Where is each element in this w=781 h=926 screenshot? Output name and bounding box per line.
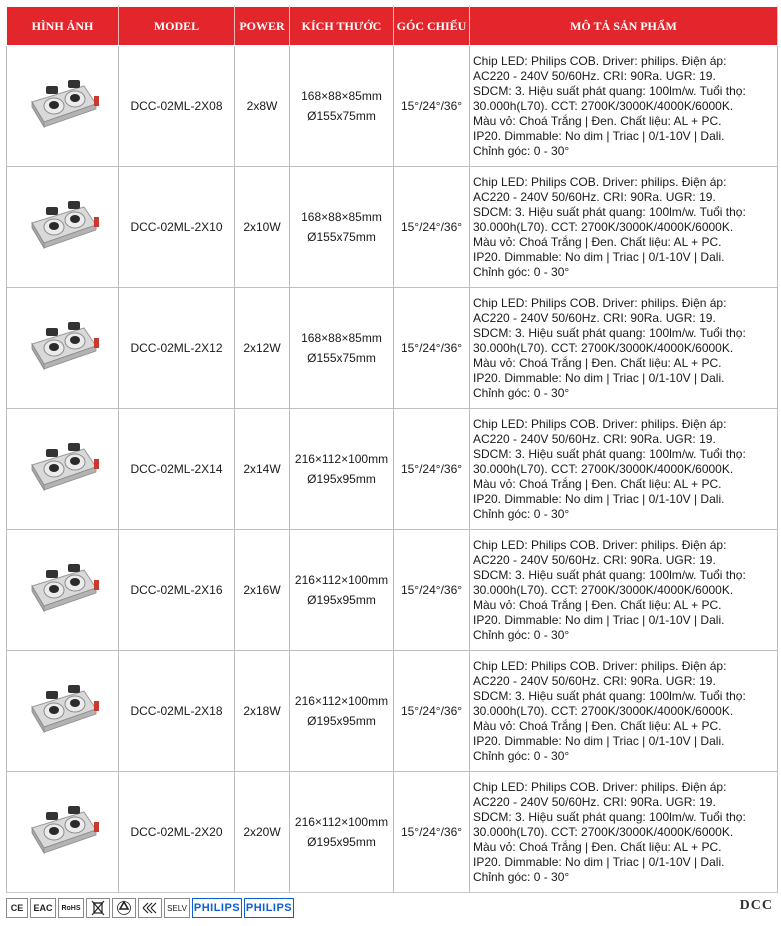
description-line: Chip LED: Philips COB. Driver: philips. Điện áp: xyxy=(473,779,727,794)
description-line: Chip LED: Philips COB. Driver: philips. Điện áp: xyxy=(473,174,727,189)
double-downlight-product-image xyxy=(24,201,102,253)
description-line: SDCM: 3. Hiệu suất phát quang: 100lm/w. Tuổi thọ: xyxy=(473,809,746,824)
model-cell: DCC-02ML-2X10 xyxy=(119,167,235,288)
table-row xyxy=(7,46,778,167)
size-rect: 168×88×85mm xyxy=(301,331,382,345)
description-cell xyxy=(470,651,778,772)
description-cell xyxy=(470,772,778,893)
header-description: MÔ TẢ SẢN PHẨM xyxy=(470,7,778,46)
size-rect: 168×88×85mm xyxy=(301,89,382,103)
beam-angle-cell: 15°/24°/36° xyxy=(394,167,470,288)
product-image-cell xyxy=(7,409,119,530)
description-line: IP20. Dimmable: No dim | Triac | 0/1-10V | Dali. xyxy=(473,249,725,264)
size-cutout: Ø195x95mm xyxy=(307,472,376,486)
header-power: POWER xyxy=(235,7,290,46)
table-row xyxy=(7,409,778,530)
model-cell: DCC-02ML-2X16 xyxy=(119,530,235,651)
beam-angle-cell: 15°/24°/36° xyxy=(394,651,470,772)
weee-bin-icon xyxy=(86,898,110,918)
description-line: 30.000h(L70). CCT: 2700K/3000K/4000K/6000K. xyxy=(473,824,734,839)
description-line: SDCM: 3. Hiệu suất phát quang: 100lm/w. Tuổi thọ: xyxy=(473,325,746,340)
double-downlight-product-image xyxy=(24,806,102,858)
description-line: Chỉnh góc: 0 - 30° xyxy=(473,506,570,521)
description-cell xyxy=(470,167,778,288)
double-downlight-product-image xyxy=(24,322,102,374)
description-line: Màu vỏ: Choá Trắng | Đen. Chất liệu: AL + PC. xyxy=(473,597,722,612)
description-line: AC220 - 240V 50/60Hz. CRI: 90Ra. UGR: 19. xyxy=(473,310,716,325)
table-row xyxy=(7,288,778,409)
description-line: SDCM: 3. Hiệu suất phát quang: 100lm/w. Tuổi thọ: xyxy=(473,204,746,219)
size-cell xyxy=(290,288,394,409)
description-line: Chỉnh góc: 0 - 30° xyxy=(473,143,570,158)
header-image: HÌNH ẢNH xyxy=(7,7,119,46)
size-cutout: Ø195x95mm xyxy=(307,593,376,607)
size-cutout: Ø195x95mm xyxy=(307,714,376,728)
description-cell xyxy=(470,288,778,409)
product-image-cell xyxy=(7,167,119,288)
description-line: Màu vỏ: Choá Trắng | Đen. Chất liệu: AL + PC. xyxy=(473,839,722,854)
description-line: Chỉnh góc: 0 - 30° xyxy=(473,385,570,400)
description-line: Màu vỏ: Choá Trắng | Đen. Chất liệu: AL + PC. xyxy=(473,718,722,733)
size-cutout: Ø155x75mm xyxy=(307,109,376,123)
description-line: IP20. Dimmable: No dim | Triac | 0/1-10V | Dali. xyxy=(473,128,725,143)
product-image-cell xyxy=(7,651,119,772)
size-cell xyxy=(290,167,394,288)
size-cutout: Ø195x95mm xyxy=(307,835,376,849)
table-row xyxy=(7,167,778,288)
size-cell xyxy=(290,772,394,893)
philips-logo-1: PHILIPS xyxy=(192,898,242,918)
rohs-mark-icon: RoHS xyxy=(58,898,84,918)
description-line: 30.000h(L70). CCT: 2700K/3000K/4000K/6000K. xyxy=(473,219,734,234)
size-cell xyxy=(290,530,394,651)
double-downlight-product-image xyxy=(24,564,102,616)
product-spec-table xyxy=(6,6,778,893)
beam-angle-cell: 15°/24°/36° xyxy=(394,46,470,167)
recycle-icon xyxy=(112,898,136,918)
size-cell xyxy=(290,46,394,167)
eac-mark-icon: EAC xyxy=(30,898,56,918)
model-cell: DCC-02ML-2X20 xyxy=(119,772,235,893)
size-rect: 216×112×100mm xyxy=(294,815,389,829)
certification-logos xyxy=(6,898,294,920)
enec-mark-icon xyxy=(138,898,162,918)
header-angle: GÓC CHIẾU xyxy=(394,7,470,46)
description-line: AC220 - 240V 50/60Hz. CRI: 90Ra. UGR: 19. xyxy=(473,68,716,83)
model-cell: DCC-02ML-2X18 xyxy=(119,651,235,772)
power-cell: 2x12W xyxy=(235,288,290,409)
description-line: Màu vỏ: Choá Trắng | Đen. Chất liệu: AL + PC. xyxy=(473,355,722,370)
table-row xyxy=(7,772,778,893)
description-cell xyxy=(470,46,778,167)
size-rect: 216×112×100mm xyxy=(294,452,389,466)
description-line: SDCM: 3. Hiệu suất phát quang: 100lm/w. Tuổi thọ: xyxy=(473,446,746,461)
description-line: IP20. Dimmable: No dim | Triac | 0/1-10V | Dali. xyxy=(473,370,725,385)
description-line: 30.000h(L70). CCT: 2700K/3000K/4000K/6000K. xyxy=(473,461,734,476)
size-rect: 216×112×100mm xyxy=(294,573,389,587)
size-cutout: Ø155x75mm xyxy=(307,230,376,244)
table-row xyxy=(7,651,778,772)
double-downlight-product-image xyxy=(24,443,102,495)
model-cell: DCC-02ML-2X08 xyxy=(119,46,235,167)
product-image-cell xyxy=(7,772,119,893)
beam-angle-cell: 15°/24°/36° xyxy=(394,409,470,530)
product-image-cell xyxy=(7,530,119,651)
product-image-cell xyxy=(7,46,119,167)
size-rect: 216×112×100mm xyxy=(294,694,389,708)
description-line: IP20. Dimmable: No dim | Triac | 0/1-10V | Dali. xyxy=(473,733,725,748)
power-cell: 2x20W xyxy=(235,772,290,893)
description-cell xyxy=(470,409,778,530)
footer-divider xyxy=(6,892,777,893)
description-line: Chỉnh góc: 0 - 30° xyxy=(473,627,570,642)
beam-angle-cell: 15°/24°/36° xyxy=(394,772,470,893)
power-cell: 2x18W xyxy=(235,651,290,772)
size-cell xyxy=(290,409,394,530)
size-cell xyxy=(290,651,394,772)
ce-mark-icon: CE xyxy=(6,898,28,918)
table-row xyxy=(7,530,778,651)
description-line: Màu vỏ: Choá Trắng | Đen. Chất liệu: AL + PC. xyxy=(473,476,722,491)
beam-angle-cell: 15°/24°/36° xyxy=(394,530,470,651)
model-cell: DCC-02ML-2X14 xyxy=(119,409,235,530)
selv-mark-icon: SELV xyxy=(164,898,190,918)
description-line: Chip LED: Philips COB. Driver: philips. Điện áp: xyxy=(473,53,727,68)
description-line: AC220 - 240V 50/60Hz. CRI: 90Ra. UGR: 19. xyxy=(473,794,716,809)
description-line: SDCM: 3. Hiệu suất phát quang: 100lm/w. Tuổi thọ: xyxy=(473,688,746,703)
description-line: AC220 - 240V 50/60Hz. CRI: 90Ra. UGR: 19. xyxy=(473,189,716,204)
description-line: AC220 - 240V 50/60Hz. CRI: 90Ra. UGR: 19. xyxy=(473,673,716,688)
double-downlight-product-image xyxy=(24,80,102,132)
description-line: SDCM: 3. Hiệu suất phát quang: 100lm/w. Tuổi thọ: xyxy=(473,567,746,582)
power-cell: 2x8W xyxy=(235,46,290,167)
description-cell xyxy=(470,530,778,651)
description-line: Chip LED: Philips COB. Driver: philips. Điện áp: xyxy=(473,295,727,310)
table-body xyxy=(7,46,778,893)
double-downlight-product-image xyxy=(24,685,102,737)
beam-angle-cell: 15°/24°/36° xyxy=(394,288,470,409)
description-line: Chip LED: Philips COB. Driver: philips. Điện áp: xyxy=(473,658,727,673)
description-line: 30.000h(L70). CCT: 2700K/3000K/4000K/6000K. xyxy=(473,98,734,113)
header-size: KÍCH THƯỚC xyxy=(290,7,394,46)
power-cell: 2x10W xyxy=(235,167,290,288)
description-line: IP20. Dimmable: No dim | Triac | 0/1-10V | Dali. xyxy=(473,491,725,506)
description-line: IP20. Dimmable: No dim | Triac | 0/1-10V | Dali. xyxy=(473,854,725,869)
description-line: 30.000h(L70). CCT: 2700K/3000K/4000K/6000K. xyxy=(473,340,734,355)
description-line: Màu vỏ: Choá Trắng | Đen. Chất liệu: AL + PC. xyxy=(473,234,722,249)
description-line: Màu vỏ: Choá Trắng | Đen. Chất liệu: AL + PC. xyxy=(473,113,722,128)
dcc-brand-logo: DCC xyxy=(739,898,773,913)
description-line: Chỉnh góc: 0 - 30° xyxy=(473,264,570,279)
description-line: AC220 - 240V 50/60Hz. CRI: 90Ra. UGR: 19. xyxy=(473,431,716,446)
power-cell: 2x14W xyxy=(235,409,290,530)
description-line: Chỉnh góc: 0 - 30° xyxy=(473,869,570,884)
table-header-row xyxy=(7,7,778,46)
size-rect: 168×88×85mm xyxy=(301,210,382,224)
description-line: Chip LED: Philips COB. Driver: philips. Điện áp: xyxy=(473,537,727,552)
header-model: MODEL xyxy=(119,7,235,46)
philips-logo-2: PHILIPS xyxy=(244,898,294,918)
description-line: SDCM: 3. Hiệu suất phát quang: 100lm/w. Tuổi thọ: xyxy=(473,83,746,98)
description-line: AC220 - 240V 50/60Hz. CRI: 90Ra. UGR: 19. xyxy=(473,552,716,567)
model-cell: DCC-02ML-2X12 xyxy=(119,288,235,409)
description-line: 30.000h(L70). CCT: 2700K/3000K/4000K/6000K. xyxy=(473,703,734,718)
description-line: 30.000h(L70). CCT: 2700K/3000K/4000K/6000K. xyxy=(473,582,734,597)
description-line: Chip LED: Philips COB. Driver: philips. Điện áp: xyxy=(473,416,727,431)
description-line: IP20. Dimmable: No dim | Triac | 0/1-10V | Dali. xyxy=(473,612,725,627)
power-cell: 2x16W xyxy=(235,530,290,651)
description-line: Chỉnh góc: 0 - 30° xyxy=(473,748,570,763)
size-cutout: Ø155x75mm xyxy=(307,351,376,365)
product-image-cell xyxy=(7,288,119,409)
